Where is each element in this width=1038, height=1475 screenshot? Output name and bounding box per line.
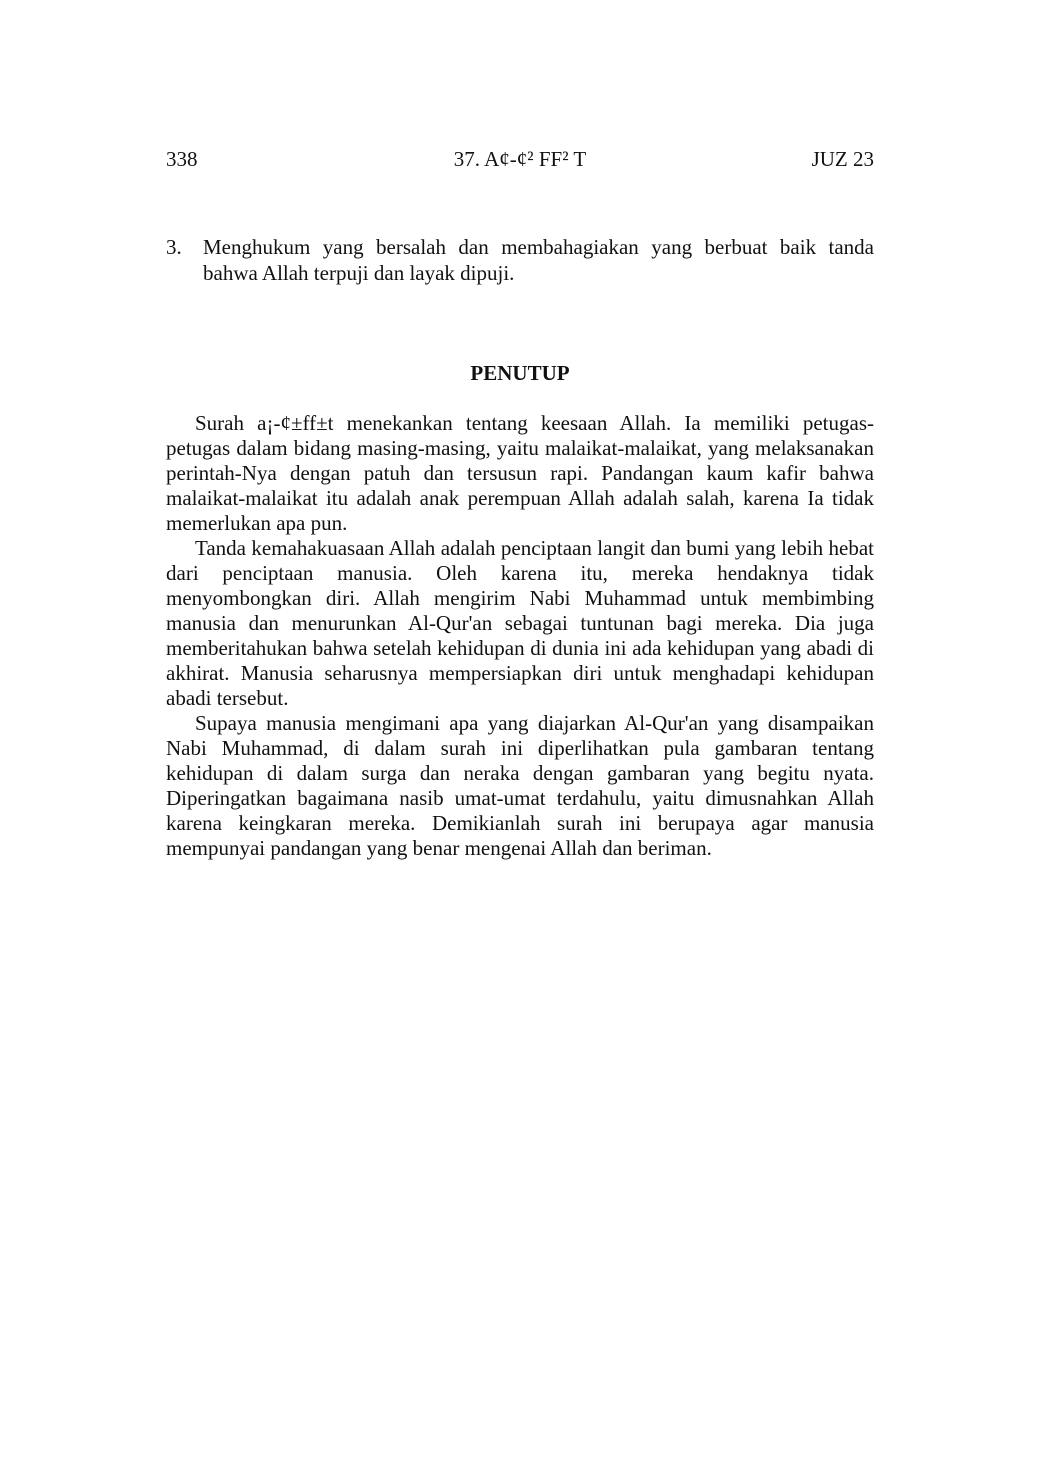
- running-header: [166, 146, 874, 172]
- numbered-list-item: [166, 234, 874, 286]
- page-number: 338: [166, 147, 198, 171]
- section-body: [166, 411, 874, 861]
- paragraph: Surah a¡-¢±ff±t menekankan tentang keesaan Allah. Ia memiliki petugas-petugas dalam bidang masing-masing, yaitu malaikat-malaikat, yang melaksanakan perintah-Nya dengan patuh dan tersusun rapi. Pandangan kaum kafir bahwa malaikat-malaikat itu adalah anak perempuan Allah adalah salah, karena Ia tidak memerlukan apa pun.: [166, 411, 874, 535]
- juz-label: JUZ 23: [811, 147, 874, 171]
- paragraph: Supaya manusia mengimani apa yang diajarkan Al-Qur'an yang disampaikan Nabi Muhammad, di dalam surah ini diperlihatkan pula gambaran tentang kehidupan di dalam surga dan neraka dengan gambaran yang begitu nyata. Diperingatkan bagaimana nasib umat-umat terdahulu, yaitu dimusnahkan Allah karena keingkaran mereka. Demikianlah surah ini berupaya agar manusia mempunyai pandangan yang benar mengenai Allah dan beriman.: [166, 711, 874, 860]
- list-item-text: Menghukum yang bersalah dan membahagiakan yang berbuat baik tanda bahwa Allah terpuji dan layak dipuji.: [203, 235, 874, 285]
- list-item-number: 3.: [166, 235, 182, 259]
- section-heading: PENUTUP: [470, 361, 570, 385]
- paragraph: Tanda kemahakuasaan Allah adalah penciptaan langit dan bumi yang lebih hebat dari penciptaan manusia. Oleh karena itu, mereka hendaknya tidak menyombongkan diri. Allah mengirim Nabi Muhammad untuk membimbing manusia dan menurunkan Al-Qur'an sebagai tuntunan bagi mereka. Dia juga memberitahukan bahwa setelah kehidupan di dunia ini ada kehidupan yang abadi di akhirat. Manusia seharusnya mempersiapkan diri untuk menghadapi kehidupan abadi tersebut.: [166, 536, 874, 710]
- surah-title: 37. A¢-¢² FF² T: [453, 147, 587, 171]
